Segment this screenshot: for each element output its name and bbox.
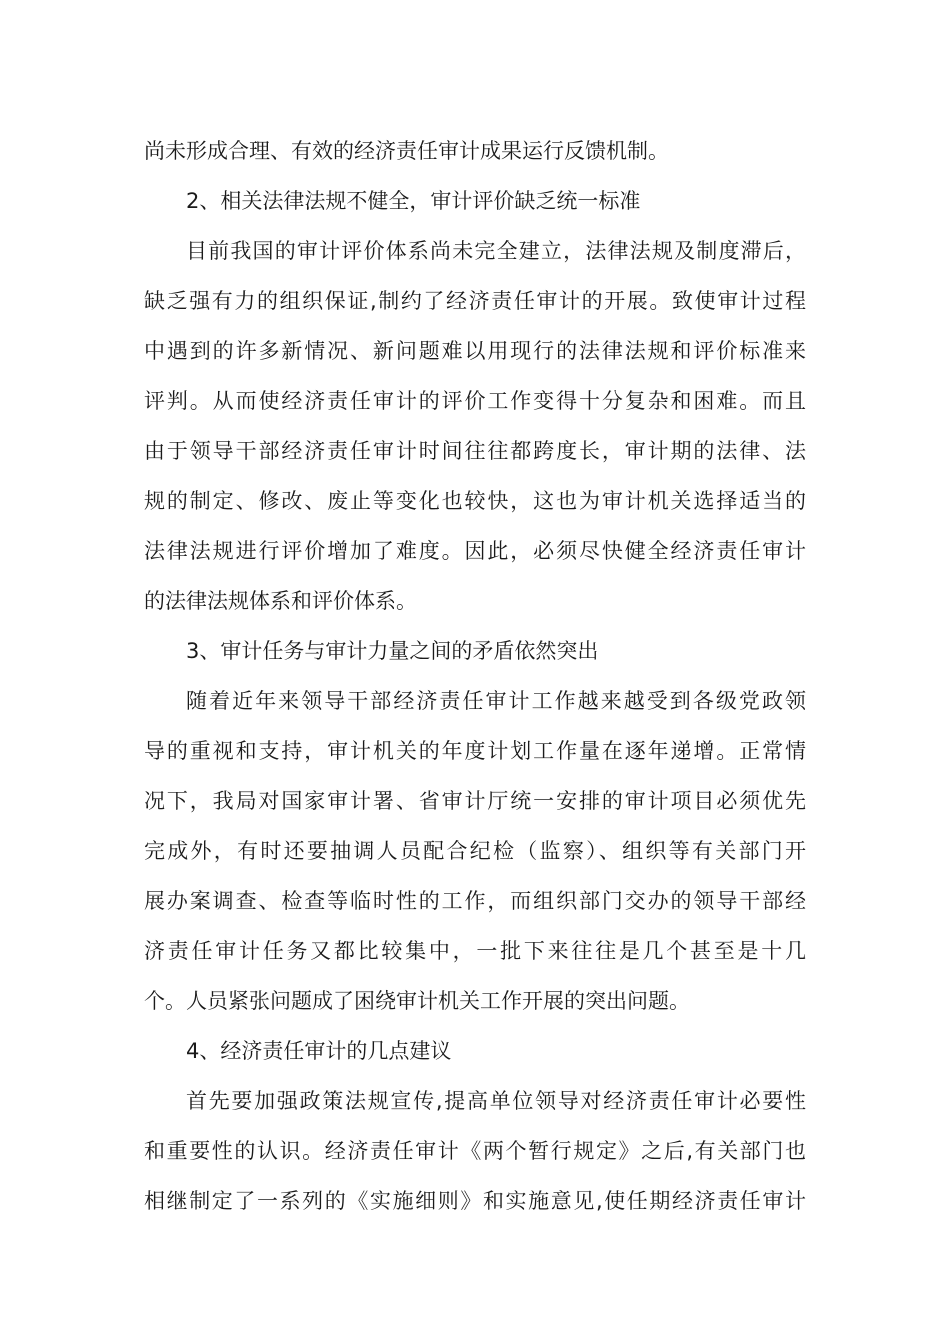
body-text-line: 法律法规进行评价增加了难度。因此，必须尽快健全经济责任审计 <box>144 539 806 563</box>
section-heading: 2、相关法律法规不健全，审计评价缺乏统一标准 <box>186 189 641 213</box>
body-text-line: 况下，我局对国家审计署、省审计厅统一安排的审计项目必须优先 <box>144 789 806 813</box>
body-text-line: 评判。从而使经济责任审计的评价工作变得十分复杂和困难。而且 <box>144 389 806 413</box>
body-text-line: 济责任审计任务又都比较集中，一批下来往往是几个甚至是十几 <box>144 939 806 963</box>
body-text-line: 和重要性的认识。经济责任审计《两个暂行规定》之后,有关部门也 <box>144 1139 806 1163</box>
section-heading: 3、审计任务与审计力量之间的矛盾依然突出 <box>186 639 599 663</box>
body-text-line: 展办案调查、检查等临时性的工作，而组织部门交办的领导干部经 <box>144 889 806 913</box>
paragraph-first-line: 首先要加强政策法规宣传,提高单位领导对经济责任审计必要性 <box>186 1089 806 1113</box>
paragraph-first-line: 目前我国的审计评价体系尚未完全建立，法律法规及制度滞后， <box>186 239 806 263</box>
body-text-line: 由于领导干部经济责任审计时间往往都跨度长，审计期的法律、法 <box>144 439 806 463</box>
body-text-line: 中遇到的许多新情况、新问题难以用现行的法律法规和评价标准来 <box>144 339 806 363</box>
body-text-line: 的法律法规体系和评价体系。 <box>144 589 417 613</box>
body-text-line: 导的重视和支持，审计机关的年度计划工作量在逐年递增。正常情 <box>144 739 806 763</box>
body-text-line: 相继制定了一系列的《实施细则》和实施意见,使任期经济责任审计 <box>144 1189 806 1213</box>
body-text-line: 缺乏强有力的组织保证,制约了经济责任审计的开展。致使审计过程 <box>144 289 806 313</box>
body-text-line: 个。人员紧张问题成了困绕审计机关工作开展的突出问题。 <box>144 989 690 1013</box>
section-heading: 4、经济责任审计的几点建议 <box>186 1039 452 1063</box>
paragraph-first-line: 随着近年来领导干部经济责任审计工作越来越受到各级党政领 <box>186 689 806 713</box>
body-text-line: 完成外，有时还要抽调人员配合纪检（监察）、组织等有关部门开 <box>144 839 806 863</box>
body-text-line: 尚未形成合理、有效的经济责任审计成果运行反馈机制。 <box>144 139 669 163</box>
body-text-line: 规的制定、修改、废止等变化也较快，这也为审计机关选择适当的 <box>144 489 806 513</box>
